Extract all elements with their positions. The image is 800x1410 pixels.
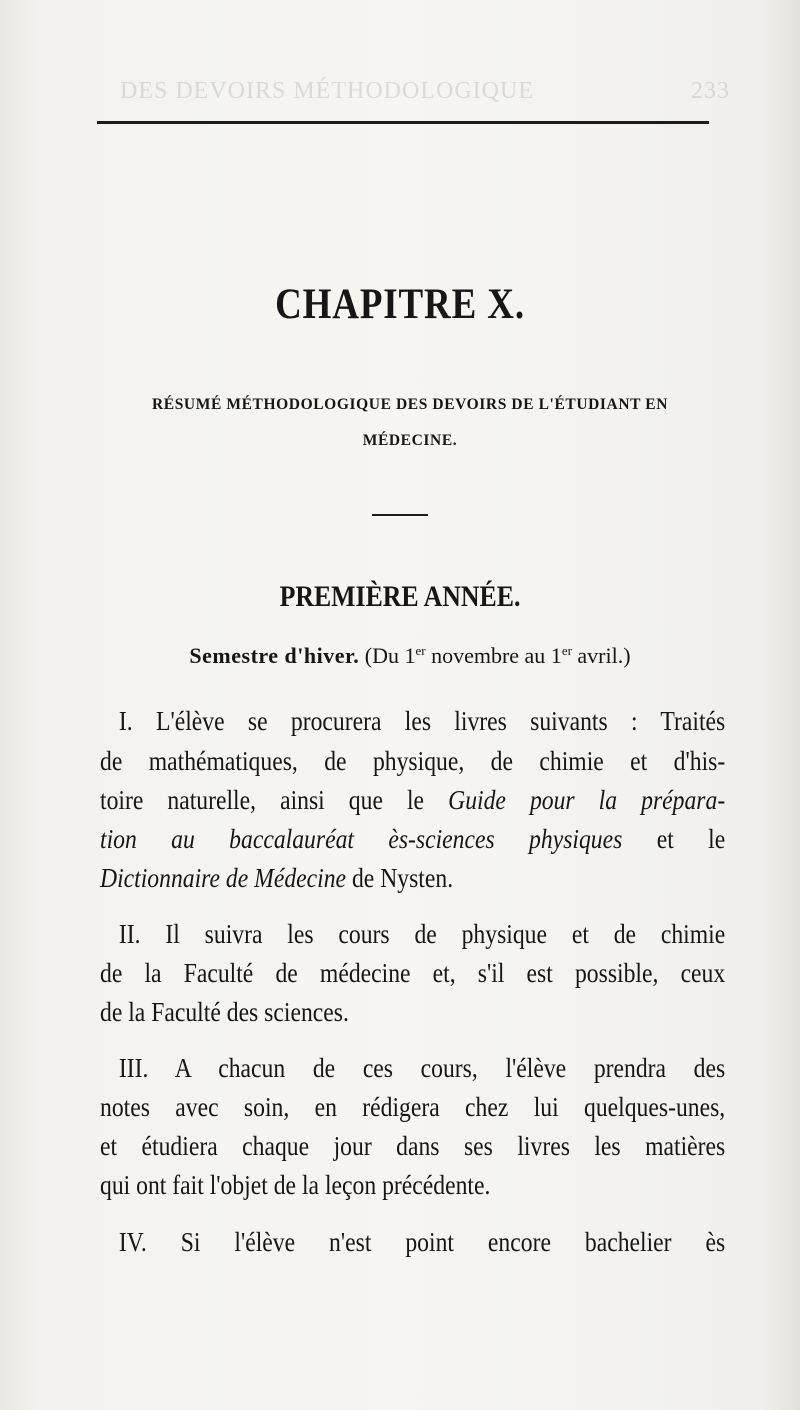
paragraph-3-line-4: qui ont fait l'objet de la leçon précédente.: [100, 1169, 491, 1200]
paragraph-4-line-1: IV. Si l'élève n'est point encore bachelier ès: [118, 1226, 726, 1257]
chapter-title: CHAPITRE X.: [275, 281, 525, 328]
paragraph-1-line-5-roman: de Nysten.: [346, 862, 454, 893]
paragraph-1-line-1: I. L'élève se procurera les livres suivants : Traités: [118, 705, 726, 736]
paragraph-2-line-3: de la Faculté des sciences.: [100, 996, 349, 1027]
paragraph-2-line-2: de la Faculté de médecine et, s'il est possible, ceux: [100, 957, 726, 988]
guide-title-italic-cont: tion au baccalauréat ès-sciences physiques: [100, 823, 623, 854]
paragraph-3-line-3: et étudiera chaque jour dans ses livres les matières: [100, 1130, 726, 1161]
semester-label: Semestre d'hiver.: [189, 643, 360, 668]
guide-title-italic: Guide pour la prépara-: [448, 784, 726, 815]
superscript-2: er: [561, 643, 572, 658]
section-title: PREMIÈRE ANNÉE.: [279, 580, 521, 613]
paragraph-1-line-3-roman: toire naturelle, ainsi que le: [100, 784, 449, 815]
paragraph-2-line-1: II. Il suivra les cours de physique et de chimie: [118, 918, 726, 949]
chapter-subtitle-line-2: MÉDECINE.: [362, 432, 458, 449]
paragraph-3-line-2: notes avec soin, en rédigera chez lui quelques-unes,: [100, 1091, 726, 1122]
section-divider: [372, 514, 428, 516]
dictionary-title-italic: Dictionnaire de Médecine: [100, 862, 347, 893]
chapter-subtitle-line-1: RÉSUMÉ MÉTHODOLOGIQUE DES DEVOIRS DE L'ÉTUDIANT EN: [151, 396, 669, 413]
paragraph-1-line-5: [100, 862, 725, 894]
running-head-bleed: [120, 78, 730, 112]
paragraph-1-line-4-roman: et le: [622, 823, 726, 854]
paragraph-3-line-1: III. A chacun de ces cours, l'élève prendra des: [118, 1052, 726, 1083]
page-number: 233: [691, 78, 730, 104]
paragraph-1-line-2: de mathématiques, de physique, de chimie et d'his-: [100, 745, 726, 776]
header-rule: [97, 121, 709, 124]
running-head: DES DEVOIRS MÉTHODOLOGIQUE: [120, 78, 534, 104]
semester-range-part-a: (Du 1: [364, 643, 416, 668]
superscript-1: er: [415, 643, 426, 658]
semester-range-part-b: novembre au 1: [425, 643, 562, 668]
paragraph-1-line-3: [100, 784, 725, 816]
semester-range-part-c: avril.): [571, 643, 631, 668]
semester-heading: [100, 643, 720, 669]
paragraph-1-line-4: [100, 823, 725, 855]
